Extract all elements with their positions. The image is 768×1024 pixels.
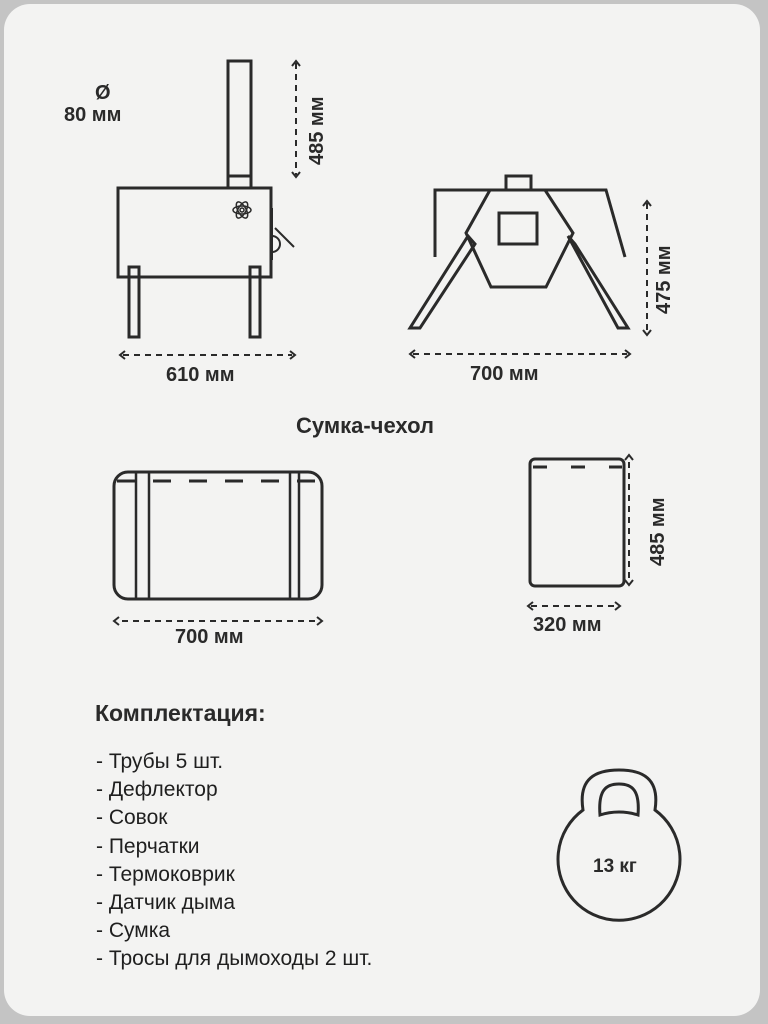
bag-title: Сумка-чехол [296,413,434,438]
dimension-lines [122,63,647,621]
front-width-label: 700 мм [470,363,539,385]
list-item: - Сумка [96,919,171,943]
list-item: - Перчатки [96,834,200,858]
list-item: - Дефлектор [96,778,218,802]
bag-side-height-label: 485 мм [647,497,669,566]
bag-front-view [114,472,322,599]
kit-title: Комплектация: [95,700,266,726]
dimension-arrows [114,61,651,625]
kettlebell-icon [558,770,680,920]
bag-side-width-label: 320 мм [533,614,602,636]
list-item: - Трубы 5 шт. [96,750,224,773]
kit-list [96,748,372,974]
list-item: - Термоковрик [96,862,235,886]
front-height-label: 475 мм [653,245,675,314]
list-item: - Совок [96,806,168,830]
stove-front-view [410,176,628,328]
list-item: - Датчик дыма [96,891,236,915]
diameter-symbol: Ø [95,82,111,104]
pipe-diameter-label: 80 мм [64,104,122,126]
weight-label: 13 кг [593,856,637,877]
bag-front-width-label: 700 мм [175,626,244,648]
side-width-label: 610 мм [166,364,235,386]
bag-side-view [530,459,624,586]
stove-side-view [118,61,294,337]
pipe-height-label: 485 мм [306,96,328,165]
flame-logo-icon [233,200,251,220]
list-item: - Тросы для дымоходы 2 шт. [96,947,373,971]
